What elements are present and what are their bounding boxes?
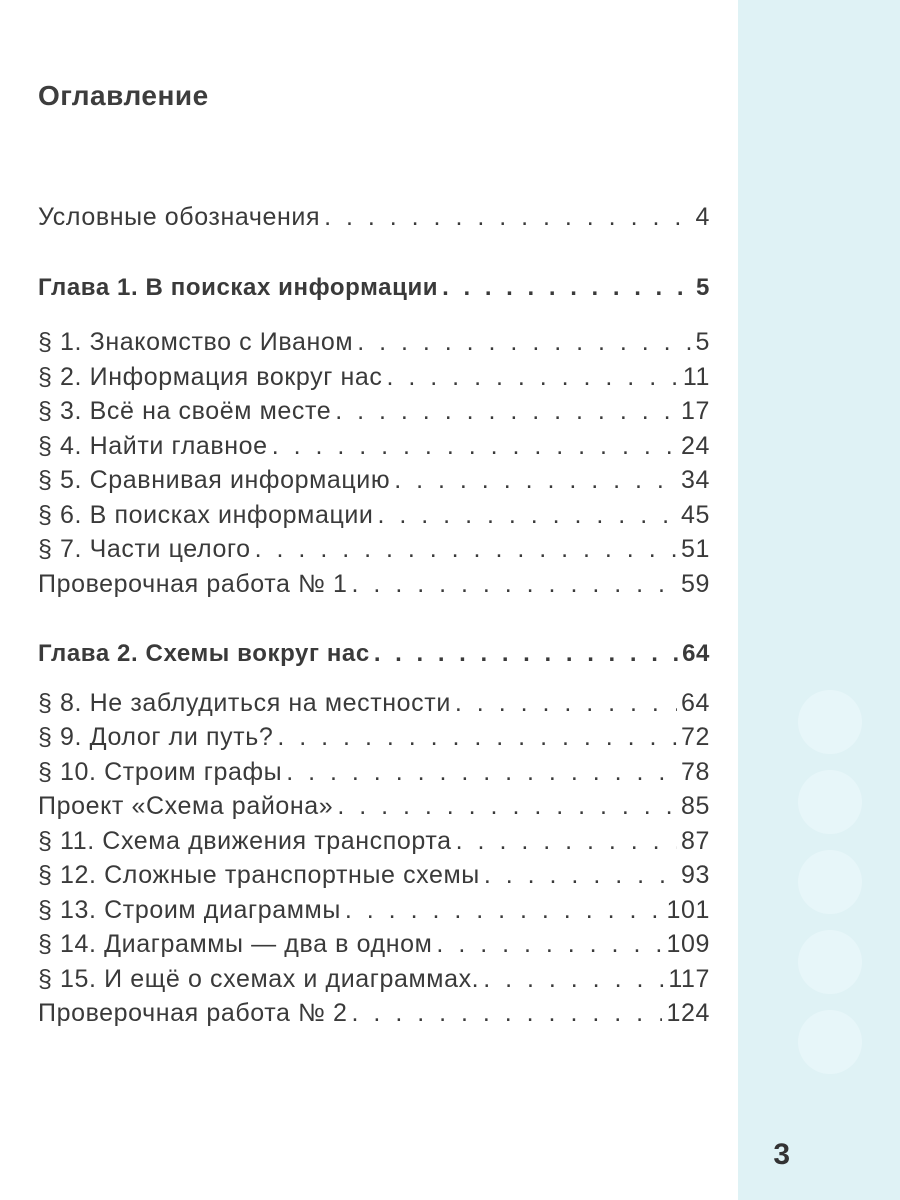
toc-entry-conventions[interactable] xyxy=(38,203,710,238)
toc-entry[interactable] xyxy=(38,965,710,1000)
chapter-page: 64 xyxy=(682,640,710,667)
spacer xyxy=(38,604,710,640)
toc-entry[interactable] xyxy=(38,501,710,536)
toc-entry-label: § 9. Долог ли путь? xyxy=(38,723,274,751)
decorative-circle xyxy=(798,850,862,914)
dot-leader xyxy=(442,274,692,302)
toc-entry-label: § 6. В поисках информации xyxy=(38,500,374,529)
dot-leader xyxy=(352,570,677,599)
spacer xyxy=(38,308,710,328)
toc-entry-label: § 2. Информация вокруг нас xyxy=(38,362,383,391)
toc-entry-page: 11 xyxy=(682,362,710,391)
toc-entry[interactable] xyxy=(38,999,710,1034)
toc-entry-label: § 11. Схема движения транспорта xyxy=(38,826,452,855)
dot-leader xyxy=(337,792,677,821)
spacer xyxy=(38,238,710,274)
toc-entry-page: 85 xyxy=(680,792,710,820)
toc-entry-page: 24 xyxy=(680,431,710,460)
toc-entry-label: § 14. Диаграммы — два в одном xyxy=(38,930,433,958)
toc-entry-label: § 1. Знакомство с Иваном xyxy=(38,328,354,356)
dot-leader xyxy=(483,965,664,994)
toc-entry[interactable] xyxy=(38,896,710,931)
toc-entry-page: 72 xyxy=(680,723,710,751)
dot-leader xyxy=(352,999,663,1028)
dot-leader xyxy=(272,432,677,461)
decorative-circle xyxy=(798,690,862,754)
toc-entry-page: 109 xyxy=(666,930,710,958)
toc-entry-page: 87 xyxy=(680,826,710,855)
toc-entry-page: 4 xyxy=(695,203,710,231)
toc-entry[interactable] xyxy=(38,432,710,467)
toc-entry-page: 51 xyxy=(680,535,710,563)
dot-leader xyxy=(436,930,662,959)
dot-leader xyxy=(484,861,677,890)
dot-leader xyxy=(387,363,679,392)
toc-entry-page: 117 xyxy=(668,964,710,993)
dot-leader xyxy=(374,640,678,668)
toc-entry-page: 59 xyxy=(680,569,710,598)
toc-entry-label: § 15. И ещё о схемах и диаграммах. xyxy=(38,964,480,993)
toc-entry[interactable] xyxy=(38,466,710,501)
dot-leader xyxy=(255,535,677,564)
toc-entry[interactable] xyxy=(38,758,710,793)
toc-entry[interactable] xyxy=(38,930,710,965)
dot-leader xyxy=(286,758,677,787)
toc-entry-label: § 5. Сравнивая информацию xyxy=(38,466,391,494)
page-number: 3 xyxy=(773,1138,790,1171)
toc-entry-page: 124 xyxy=(666,999,710,1027)
toc-entry-page: 93 xyxy=(680,861,710,889)
chapter-title: Глава 1. В поисках информации xyxy=(38,273,439,301)
toc-entry-page: 64 xyxy=(680,688,710,717)
toc-entry[interactable] xyxy=(38,328,710,363)
toc-entry-page: 17 xyxy=(680,397,710,425)
toc-entry-label: § 12. Сложные транспортные схемы xyxy=(38,861,480,889)
toc-entry-label: § 7. Части целого xyxy=(38,535,251,563)
dot-leader xyxy=(277,723,677,752)
spacer xyxy=(38,675,710,689)
table-of-contents xyxy=(38,203,710,1034)
dot-leader xyxy=(335,397,677,426)
toc-entry-label: § 8. Не заблудиться на местности xyxy=(38,688,451,717)
toc-entry-label: Проверочная работа № 2 xyxy=(38,999,348,1027)
toc-entry[interactable] xyxy=(38,570,710,605)
dot-leader xyxy=(378,501,677,530)
chapter-title: Глава 2. Схемы вокруг нас xyxy=(38,640,370,667)
toc-entry[interactable] xyxy=(38,827,710,862)
toc-entry-page: 78 xyxy=(680,757,710,786)
dot-leader xyxy=(455,689,677,718)
toc-entry[interactable] xyxy=(38,861,710,896)
toc-entry[interactable] xyxy=(38,535,710,570)
page-margin-strip xyxy=(738,0,900,1200)
toc-entry-label: § 13. Строим диаграммы xyxy=(38,895,341,924)
toc-entry-label: § 10. Строим графы xyxy=(38,757,283,786)
dot-leader xyxy=(357,328,691,357)
dot-leader xyxy=(456,827,677,856)
toc-chapter-2[interactable] xyxy=(38,640,710,675)
toc-entry-page: 5 xyxy=(695,328,710,356)
toc-entry-page: 34 xyxy=(680,466,710,494)
chapter-page: 5 xyxy=(696,273,710,301)
toc-entry[interactable] xyxy=(38,689,710,724)
dot-leader xyxy=(345,896,663,925)
decorative-circle xyxy=(798,770,862,834)
toc-entry[interactable] xyxy=(38,723,710,758)
toc-entry[interactable] xyxy=(38,363,710,398)
toc-entry-label: § 3. Всё на своём месте xyxy=(38,397,332,425)
dot-leader xyxy=(394,466,677,495)
toc-entry-page: 45 xyxy=(680,500,710,529)
toc-entry-label: § 4. Найти главное xyxy=(38,431,268,460)
toc-entry-label: Условные обозначения xyxy=(38,203,321,231)
decorative-circle xyxy=(798,1010,862,1074)
toc-entry-label: Проверочная работа № 1 xyxy=(38,569,348,598)
toc-entry-page: 101 xyxy=(666,895,710,924)
toc-chapter-1[interactable] xyxy=(38,274,710,309)
dot-leader xyxy=(324,203,691,232)
toc-entry-label: Проект «Схема района» xyxy=(38,792,334,820)
page-title: Оглавление xyxy=(38,80,209,111)
decorative-circle xyxy=(798,930,862,994)
toc-entry[interactable] xyxy=(38,397,710,432)
toc-entry[interactable] xyxy=(38,792,710,827)
